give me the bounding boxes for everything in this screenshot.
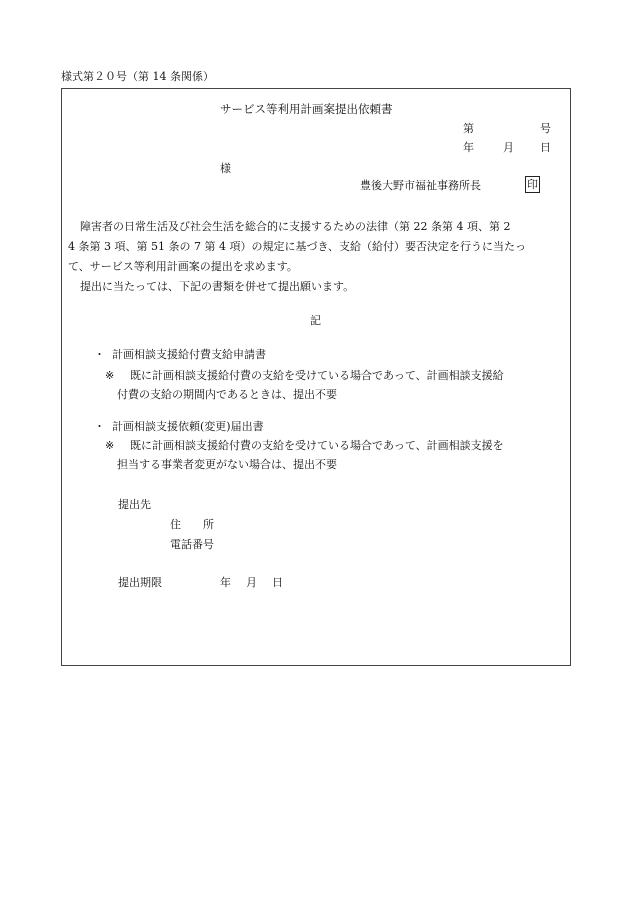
addressee-sama: 様	[220, 162, 231, 175]
request-line: 提出に当たっては、下記の書類を併せて提出願います。	[80, 280, 355, 293]
date-year: 年	[463, 141, 474, 154]
ref-go: 号	[540, 122, 551, 135]
issuer-name: 豊後大野市福祉事務所長	[360, 179, 481, 192]
item-1-note-mark: ※	[105, 369, 115, 382]
document-title: サービス等利用計画案提出依頼書	[220, 102, 393, 116]
date-day: 日	[540, 141, 551, 154]
item-1-bullet: ・	[94, 348, 105, 361]
item-1-note-line-1: 既に計画相談支援給付費の支給を受けている場合であって、計画相談支援給	[130, 369, 504, 382]
submit-to-label: 提出先	[118, 498, 151, 511]
body-line-3: て、サービス等利用計画案の提出を求めます。	[68, 260, 298, 273]
seal-box: 印	[527, 178, 538, 191]
item-2-note-line-2: 担当する事業者変更がない場合は、提出不要	[117, 458, 337, 471]
item-2-bullet: ・	[94, 420, 105, 433]
deadline-year: 年	[220, 576, 231, 589]
ref-dai: 第	[463, 122, 474, 135]
item-2-label: 計画相談支援依頼(変更)届出書	[112, 420, 264, 433]
date-month: 月	[503, 141, 514, 154]
body-line-1: 障害者の日常生活及び社会生活を総合的に支援するための法律（第 22 条第 4 項、第 2	[80, 220, 511, 233]
body-line-2: 4 条第 3 項、第 51 条の 7 第 4 項）の規定に基づき、支給（給付）要否決定を行うに当たっ	[68, 240, 527, 253]
deadline-label: 提出期限	[118, 576, 162, 589]
deadline-day: 日	[272, 576, 283, 589]
phone-label: 電話番号	[170, 538, 214, 551]
ki-heading: 記	[310, 314, 321, 327]
deadline-month: 月	[246, 576, 257, 589]
item-1-label: 計画相談支援給付費支給申請書	[112, 348, 266, 361]
item-2-note-mark: ※	[105, 439, 115, 452]
form-number: 様式第２０号（第 14 条関係）	[61, 70, 214, 83]
item-1-note-line-2: 付費の支給の期間内であるときは、提出不要	[117, 388, 337, 401]
item-2-note-line-1: 既に計画相談支援給付費の支給を受けている場合であって、計画相談支援を	[130, 439, 504, 452]
address-label: 住 所	[170, 518, 214, 531]
